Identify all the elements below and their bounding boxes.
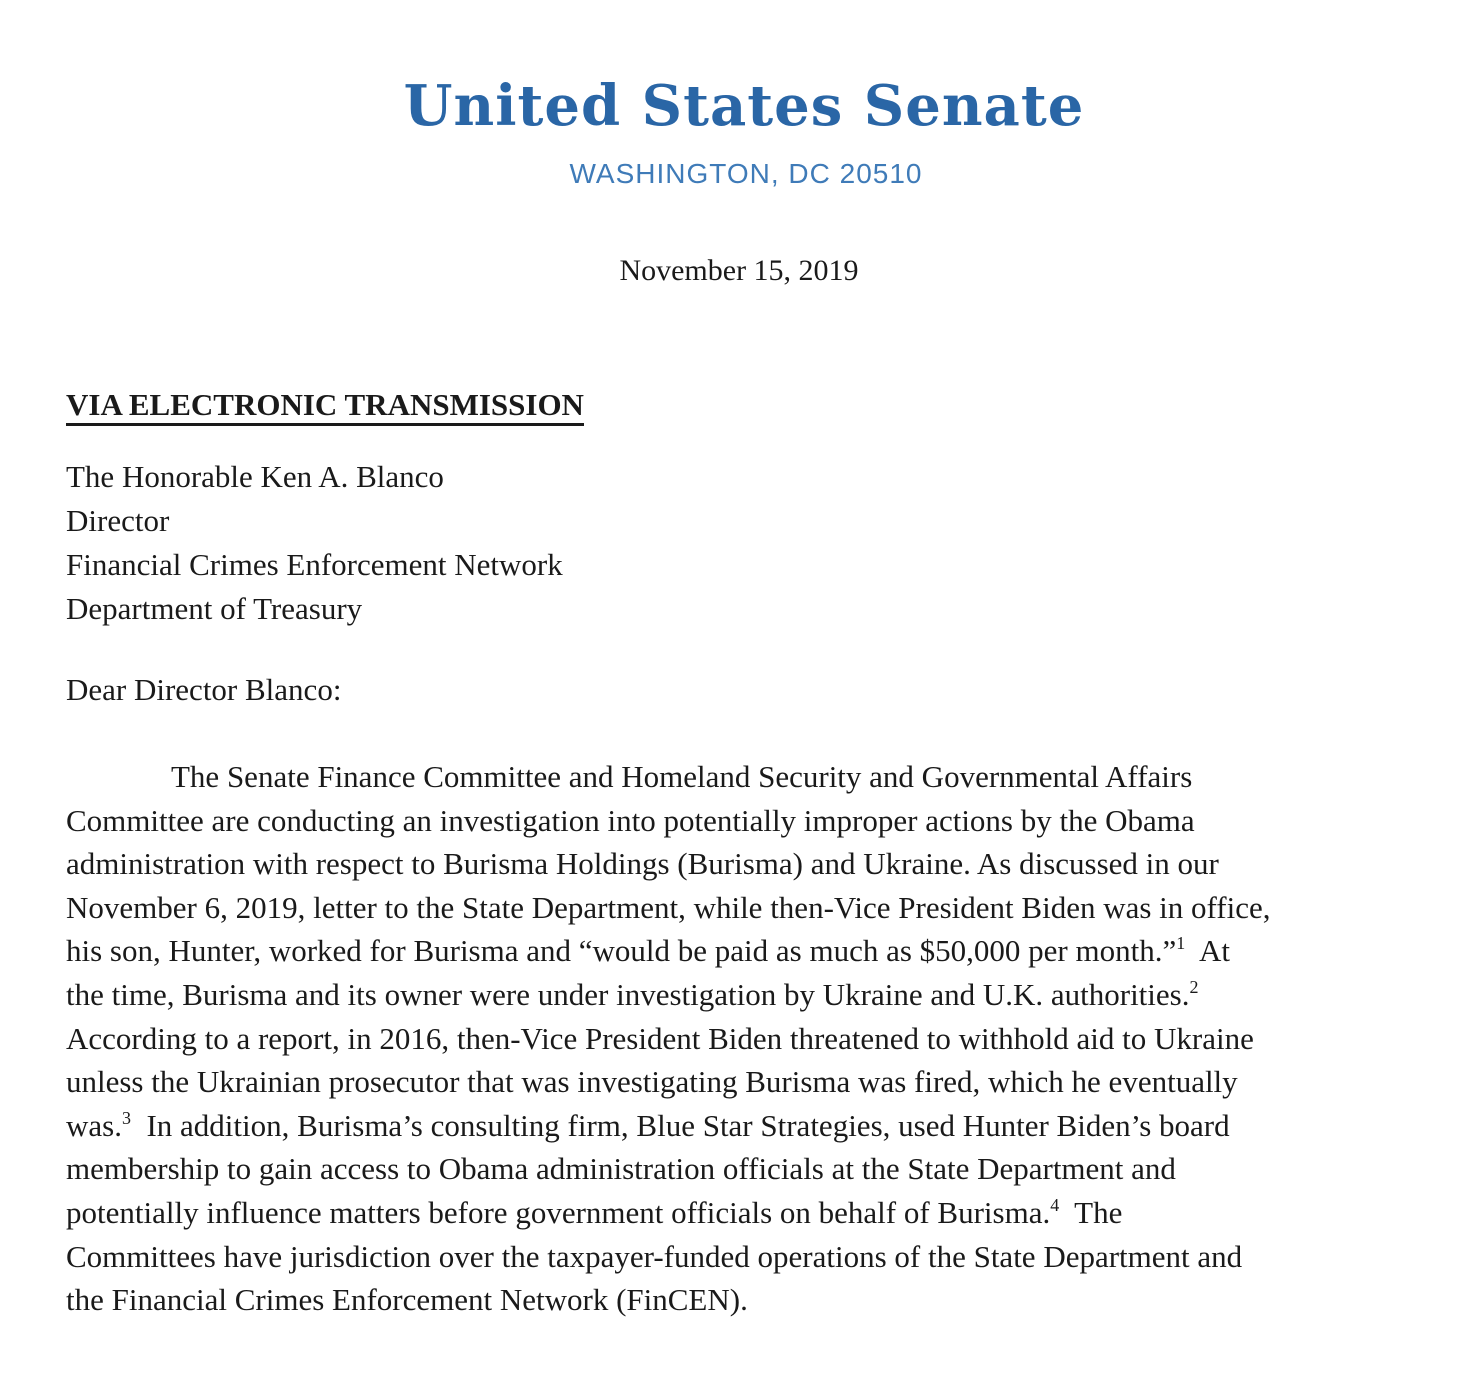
body-line <box>66 1191 1446 1235</box>
body-line: Committee are conducting an investigation into potentially improper actions by the Obama <box>66 802 1195 838</box>
body-paragraph <box>66 755 1446 1322</box>
footnote-ref-1[interactable]: 1 <box>1176 933 1186 954</box>
body-text: potentially influence matters before government officials on behalf of Burisma. <box>66 1194 1051 1230</box>
body-line: unless the Ukrainian prosecutor that was investigating Burisma was fired, which he eventually <box>66 1064 1238 1100</box>
recipient-title: Director <box>66 503 170 538</box>
body-text: was. <box>66 1107 122 1143</box>
letterhead-title: United States Senate <box>403 73 1085 139</box>
body-line <box>66 1104 1446 1148</box>
footnote-ref-2[interactable]: 2 <box>1189 976 1199 997</box>
body-line: administration with respect to Burisma Holdings (Burisma) and Ukraine. As discussed in our <box>66 846 1219 882</box>
body-line <box>66 929 1446 973</box>
body-line <box>66 973 1446 1017</box>
letterhead-address: WASHINGTON, DC 20510 <box>569 158 923 189</box>
delivery-method-heading: VIA ELECTRONIC TRANSMISSION <box>66 388 584 426</box>
body-text: the time, Burisma and its owner were under investigation by Ukraine and U.K. authorities. <box>66 976 1190 1012</box>
body-line: the Financial Crimes Enforcement Network (FinCEN). <box>66 1282 748 1318</box>
recipient-name: The Honorable Ken A. Blanco <box>66 459 444 494</box>
recipient-department: Department of Treasury <box>66 591 363 626</box>
body-text: In addition, Burisma’s consulting firm, Blue Star Strategies, used Hunter Biden’s board <box>130 1107 1230 1143</box>
letterhead <box>0 70 1478 190</box>
body-text: At <box>1185 933 1231 969</box>
body-line: According to a report, in 2016, then-Vice President Biden threatened to withhold aid to Ukraine <box>66 1020 1254 1056</box>
recipient-address-block <box>66 455 563 631</box>
body-line: The Senate Finance Committee and Homeland Security and Governmental Affairs <box>171 759 1193 794</box>
footnote-ref-4[interactable]: 4 <box>1050 1194 1060 1215</box>
body-text: The <box>1059 1194 1123 1230</box>
body-text: his son, Hunter, worked for Burisma and “would be paid as much as $50,000 per month.” <box>66 933 1177 969</box>
recipient-organization: Financial Crimes Enforcement Network <box>66 547 563 582</box>
footnote-ref-3[interactable]: 3 <box>121 1107 131 1128</box>
letter-date: November 15, 2019 <box>619 254 859 287</box>
body-line: membership to gain access to Obama administration officials at the State Department and <box>66 1151 1176 1187</box>
salutation: Dear Director Blanco: <box>66 672 342 707</box>
body-line: November 6, 2019, letter to the State Department, while then-Vice President Biden was in office, <box>66 889 1271 925</box>
body-line: Committees have jurisdiction over the taxpayer-funded operations of the State Department and <box>66 1238 1243 1274</box>
